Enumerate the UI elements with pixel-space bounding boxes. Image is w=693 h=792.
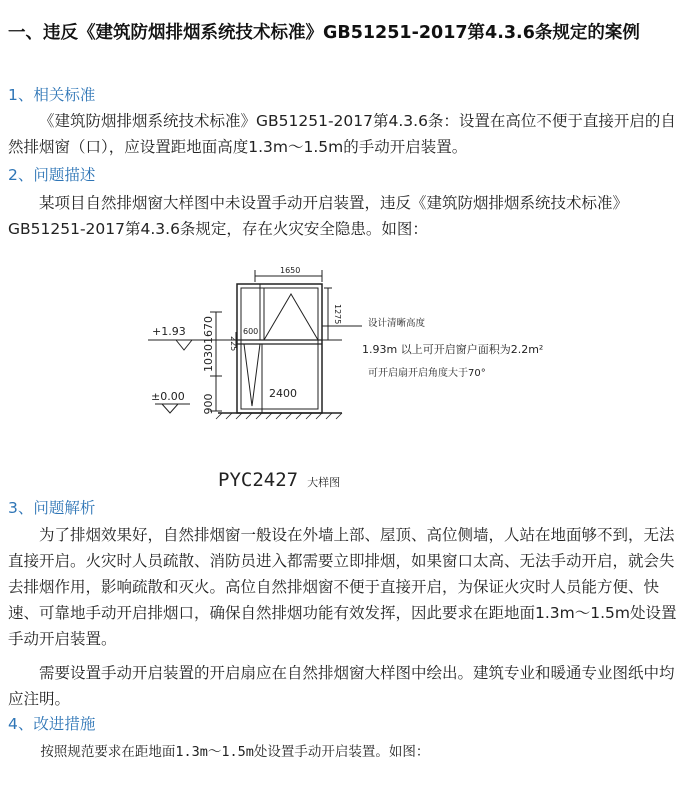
section-heading-problem-analysis: 3、问题解析 (8, 499, 96, 517)
section-text-improvement: 按照规范要求在距地面1.3m～1.5m处设置手动开启装置。如图： (40, 744, 430, 760)
dim-900-label: 900 (202, 393, 215, 415)
dim-1650-label: 1650 (280, 266, 301, 275)
section-text-problem-description: 某项目自然排烟窗大样图中未设置手动开启装置，违反《建筑防烟排烟系统技术标准》GB51251-2017第4.3.6条规定，存在火灾安全隐患。如图： (8, 194, 629, 238)
note-design-clear-height: 设计清晰高度 (368, 318, 426, 329)
page-title: 一、违反《建筑防烟排烟系统技术标准》GB51251-2017第4.3.6条规定的案例 (8, 23, 640, 43)
section-text-drawing-requirement: 需要设置手动开启装置的开启扇应在自然排烟窗大样图中绘出。建筑专业和暖通专业图纸中均应注明。 (8, 664, 675, 708)
section-heading-problem-description: 2、问题描述 (8, 166, 96, 184)
dim-1275-label: 1275 (333, 304, 342, 325)
level-ground-label: ±0.00 (151, 390, 185, 403)
section-heading-related-standard: 1、相关标准 (8, 86, 96, 104)
window-detail-drawing (0, 256, 693, 506)
section-text-problem-analysis: 为了排烟效果好，自然排烟窗一般设在外墙上部、屋顶、高位侧墙，人站在地面够不到，无法直接开启。火灾时人员疏散、消防员进入都需要立即排烟，如果窗口太高、无法手动开启，就会失去排烟作用，影响疏散和灭火。高位自然排烟窗不便于直接开启，为保证火灾时人员能方便、快速、可靠地手动开启排烟口，确保自然排烟功能有效发挥，因此要求在距地面1.3m～1.5m处设置手动开启装置。 (8, 526, 677, 648)
caption-suffix: 大样图 (307, 476, 341, 489)
lower-sash-open-symbol (244, 344, 260, 406)
section-text-related-standard: 《建筑防烟排烟系统技术标准》GB51251-2017第4.3.6条：设置在高位不便于直接开启的自然排烟窗（口），应设置距地面高度1.3m～1.5m的手动开启装置。 (8, 112, 676, 156)
level-upper-label: +1.93 (152, 325, 186, 338)
dim-2400-label: 2400 (269, 387, 297, 400)
caption-code: PYC2427 (218, 469, 299, 491)
dim-1030-label: 1030 (202, 344, 215, 372)
dim-600-label: 600 (243, 327, 259, 336)
section-heading-improvement: 4、改进措施 (8, 715, 96, 733)
note-opening-angle: 可开启扇开启角度大于70° (368, 368, 486, 379)
drawing-caption (218, 469, 340, 491)
upper-sash-open-symbol (264, 294, 318, 340)
note-openable-area: 1.93m 以上可开启窗户面积为2.2m² (362, 343, 544, 356)
dim-1670-label: 1670 (202, 316, 215, 344)
dim-225-label: 225 (229, 336, 238, 352)
